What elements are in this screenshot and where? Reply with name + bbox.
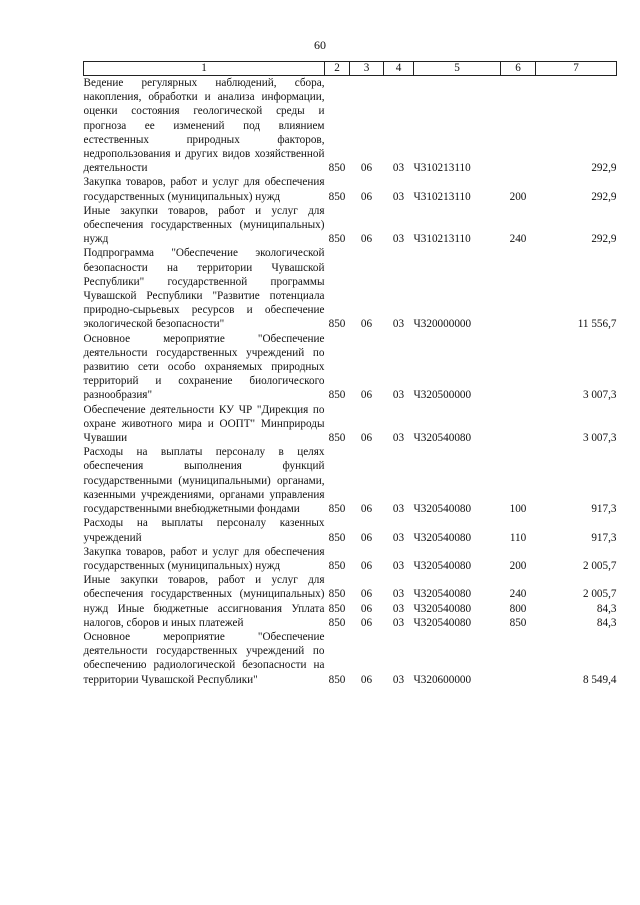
cell-expense-type [501, 332, 536, 403]
table-row [84, 545, 617, 573]
cell-subsection [384, 545, 414, 573]
cell-section [350, 403, 384, 446]
cell-section [350, 630, 384, 687]
cell-amount [536, 545, 617, 573]
cell-description: Закупка товаров, работ и услуг для обеспечения государственных (муниципальных) нужд [83, 176, 325, 203]
cell-subsection-value: 03 [392, 233, 405, 246]
header-cell: 2 [325, 62, 350, 76]
cell-subsection [384, 332, 414, 403]
cell-expense-type-value: 100 [509, 503, 527, 516]
header-cell: 6 [501, 62, 536, 76]
cell-grbs [325, 545, 350, 573]
cell-amount-value: 292,9 [591, 233, 617, 246]
cell-subsection-value: 03 [392, 616, 405, 629]
cell-section-value: 06 [360, 673, 373, 686]
table-row [84, 175, 617, 203]
cell-grbs [325, 76, 350, 176]
cell-grbs [325, 630, 350, 687]
cell-target-article-value: Ч320540080 [413, 602, 472, 615]
table-row [84, 246, 617, 331]
cell-subsection-value: 03 [392, 531, 405, 544]
cell-section-value: 06 [360, 503, 373, 516]
cell-amount-value: 292,9 [591, 162, 617, 175]
cell-expense-type-value: 850 [509, 616, 527, 629]
cell-description: Обеспечение деятельности КУ ЧР "Дирекция по охране животного мира и ООПТ" Минприроды Чувашии [83, 403, 325, 445]
header-cell: 3 [350, 62, 384, 76]
cell-section-value: 06 [360, 559, 373, 572]
table-row [84, 76, 617, 176]
cell-expense-type-value [501, 388, 536, 402]
header-cell: 5 [414, 62, 501, 76]
cell-section-value: 06 [360, 389, 373, 402]
cell-subsection-value: 03 [392, 318, 405, 331]
table-row [84, 445, 617, 516]
cell-amount [536, 246, 617, 331]
cell-section-value: 06 [360, 190, 373, 203]
cell-expense-type [501, 545, 536, 573]
cell-section [350, 332, 384, 403]
cell-amount-value: 2 005,7 [582, 588, 617, 601]
cell-amount-value: 292,9 [591, 190, 617, 203]
cell-subsection [384, 516, 414, 544]
cell-expense-type-value [501, 673, 536, 687]
table-row [84, 630, 617, 687]
cell-description: Подпрограмма "Обеспечение экологической безопасности на территории Чувашской Республики" государственной программы Чувашской Республики "Развитие потенциала природно-сырьевых ресурсов и обеспечение экологической безопасности" [83, 247, 325, 331]
cell-target-article [414, 76, 501, 176]
cell-grbs-value: 850 [328, 233, 346, 246]
cell-subsection [384, 630, 414, 687]
table-row [84, 403, 617, 446]
cell-grbs-value: 850 [328, 162, 346, 175]
cell-amount-value: 84,3 [596, 616, 617, 629]
cell-grbs [325, 204, 350, 247]
cell-expense-type-value: 110 [509, 531, 527, 544]
cell-expense-type-value: 240 [509, 588, 527, 601]
cell-target-article-value: Ч320500000 [413, 389, 472, 402]
cell-grbs-value: 850 [328, 588, 346, 601]
cell-grbs [325, 445, 350, 516]
cell-section-value: 06 [360, 233, 373, 246]
cell-amount [536, 175, 617, 203]
cell-target-article-value: Ч320540080 [413, 588, 472, 601]
table-row [84, 516, 617, 544]
cell-subsection [384, 573, 414, 630]
cell-amount-value: 3 007,3 [582, 432, 617, 445]
cell-section [350, 246, 384, 331]
cell-target-article-value: Ч320540080 [413, 616, 472, 629]
cell-section [350, 445, 384, 516]
cell-amount-value: 8 549,4 [582, 673, 617, 686]
cell-expense-type [501, 403, 536, 446]
cell-amount-value: 2 005,7 [582, 559, 617, 572]
cell-description: Ведение регулярных наблюдений, сбора, накопления, обработки и анализа информации, оценки состояния геологической среды и прогноза ее изменений под влиянием естественных природных факторов, недропользования и других видов хозяйственной деятельности [83, 77, 325, 175]
header-cell: 7 [536, 62, 617, 76]
cell-expense-type-value: 200 [509, 190, 527, 203]
cell-amount [536, 76, 617, 176]
cell-expense-type [501, 76, 536, 176]
cell-description: Расходы на выплаты персоналу казенных учреждений [83, 517, 325, 544]
cell-target-article-value: Ч310213110 [413, 190, 471, 203]
cell-description: Иные закупки товаров, работ и услуг для обеспечения государственных (муниципальных) нужд Иные бюджетные ассигнования Уплата налогов, сборов и иных платежей [83, 574, 325, 629]
cell-expense-type [501, 573, 536, 630]
cell-grbs-value: 850 [328, 432, 346, 445]
cell-expense-type [501, 246, 536, 331]
cell-section [350, 545, 384, 573]
table-body [84, 76, 617, 687]
cell-section-value: 06 [360, 531, 373, 544]
cell-grbs [325, 403, 350, 446]
cell-section-value: 06 [360, 162, 373, 175]
cell-grbs [325, 332, 350, 403]
cell-subsection-value: 03 [392, 559, 405, 572]
cell-grbs-value: 850 [328, 602, 346, 615]
cell-target-article-value: Ч320540080 [413, 503, 472, 516]
cell-grbs-value: 850 [328, 616, 346, 629]
cell-expense-type-value [501, 161, 536, 175]
cell-amount-value: 917,3 [591, 503, 617, 516]
cell-section [350, 76, 384, 176]
cell-target-article-value: Ч310213110 [413, 233, 471, 246]
cell-subsection [384, 76, 414, 176]
cell-grbs-value: 850 [328, 673, 346, 686]
cell-section-value: 06 [360, 432, 373, 445]
cell-subsection-value: 03 [392, 162, 405, 175]
cell-amount [536, 403, 617, 446]
cell-section-value: 06 [360, 588, 373, 601]
cell-target-article [414, 545, 501, 573]
cell-grbs [325, 175, 350, 203]
cell-expense-type [501, 445, 536, 516]
cell-target-article-value: Ч320540080 [413, 531, 472, 544]
cell-amount [536, 516, 617, 544]
cell-amount-value: 3 007,3 [582, 389, 617, 402]
cell-amount [536, 630, 617, 687]
cell-amount-value: 917,3 [591, 531, 617, 544]
cell-target-article-value: Ч320000000 [413, 318, 472, 331]
cell-grbs-value: 850 [328, 318, 346, 331]
cell-expense-type-value [501, 317, 536, 331]
cell-section [350, 516, 384, 544]
cell-section [350, 175, 384, 203]
cell-subsection-value: 03 [392, 190, 405, 203]
cell-grbs-value: 850 [328, 190, 346, 203]
cell-subsection-value: 03 [392, 588, 405, 601]
cell-target-article [414, 445, 501, 516]
cell-description: Расходы на выплаты персоналу в целях обеспечения выполнения функций государственными (муниципальными) органами, казенными учреждениями, органами управления государственными внебюджетными фондами [83, 446, 325, 516]
cell-subsection-value: 03 [392, 432, 405, 445]
cell-expense-type [501, 630, 536, 687]
cell-subsection [384, 445, 414, 516]
cell-grbs-value: 850 [328, 559, 346, 572]
cell-amount-value: 11 556,7 [577, 318, 617, 331]
cell-section [350, 573, 384, 630]
table-row [84, 573, 617, 630]
cell-grbs [325, 516, 350, 544]
page-number: 60 [314, 38, 326, 52]
cell-section-value: 06 [360, 602, 373, 615]
cell-section-value: 06 [360, 616, 373, 629]
cell-expense-type [501, 204, 536, 247]
header-cell: 4 [384, 62, 414, 76]
cell-subsection [384, 403, 414, 446]
cell-description: Основное мероприятие "Обеспечение деятельности государственных учреждений по обеспечению радиологической безопасности на территории Чувашской Республики" [83, 630, 325, 686]
cell-expense-type-value: 800 [509, 602, 527, 615]
cell-subsection-value: 03 [392, 503, 405, 516]
cell-expense-type [501, 175, 536, 203]
cell-grbs-value: 850 [328, 503, 346, 516]
cell-expense-type [501, 516, 536, 544]
cell-section [350, 204, 384, 247]
cell-subsection-value: 03 [392, 389, 405, 402]
cell-description: Иные закупки товаров, работ и услуг для обеспечения государственных (муниципальных) нужд [83, 204, 325, 246]
cell-target-article [414, 403, 501, 446]
cell-section-value: 06 [360, 318, 373, 331]
cell-description: Основное мероприятие "Обеспечение деятельности государственных учреждений по развитию сети особо охраняемых природных территорий и сохранение биологического разнообразия" [83, 332, 325, 402]
cell-subsection [384, 175, 414, 203]
cell-target-article [414, 175, 501, 203]
cell-target-article [414, 630, 501, 687]
header-row [84, 62, 617, 76]
cell-subsection [384, 246, 414, 331]
cell-target-article-value: Ч320540080 [413, 432, 472, 445]
cell-grbs [325, 573, 350, 630]
cell-amount-value: 84,3 [596, 602, 617, 615]
cell-target-article-value: Ч310213110 [413, 162, 471, 175]
budget-table [83, 61, 617, 687]
cell-grbs [325, 246, 350, 331]
table-row [84, 332, 617, 403]
cell-target-article-value: Ч320600000 [413, 673, 472, 686]
table-row [84, 204, 617, 247]
cell-target-article [414, 246, 501, 331]
cell-expense-type-value [501, 431, 536, 445]
cell-expense-type-value: 200 [509, 559, 527, 572]
cell-grbs-value: 850 [328, 389, 346, 402]
cell-expense-type-value: 240 [509, 233, 527, 246]
cell-amount [536, 445, 617, 516]
cell-amount [536, 204, 617, 247]
cell-amount [536, 573, 617, 630]
cell-subsection-value: 03 [392, 602, 405, 615]
cell-description: Закупка товаров, работ и услуг для обеспечения государственных (муниципальных) нужд [83, 545, 325, 572]
cell-target-article [414, 204, 501, 247]
cell-subsection [384, 204, 414, 247]
cell-target-article-value: Ч320540080 [413, 559, 472, 572]
header-cell: 1 [84, 62, 325, 76]
cell-target-article [414, 332, 501, 403]
cell-grbs-value: 850 [328, 531, 346, 544]
cell-amount [536, 332, 617, 403]
cell-target-article [414, 573, 501, 630]
cell-target-article [414, 516, 501, 544]
cell-subsection-value: 03 [392, 673, 405, 686]
